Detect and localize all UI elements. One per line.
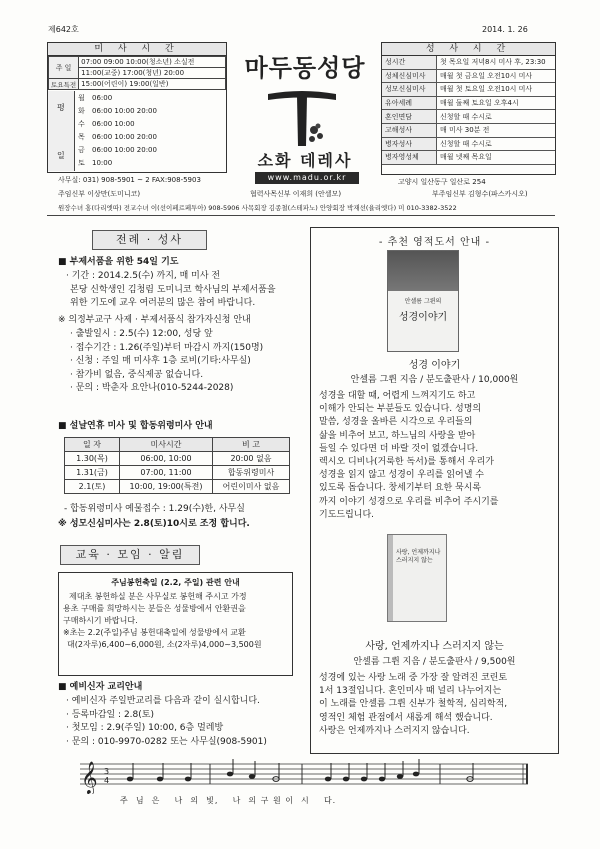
liturgy-section-title: 전례 · 성사 bbox=[92, 230, 207, 250]
book1-cover bbox=[387, 250, 459, 352]
book2-author: 안셀름 그륀 지음 / 분도출판사 / 9,500원 bbox=[353, 657, 516, 667]
cross-logo-icon bbox=[262, 86, 342, 148]
book1-title: 성경 이야기 bbox=[408, 360, 461, 371]
svg-text:4: 4 bbox=[104, 776, 110, 785]
book1-cover-top: 안셀름 그륀의 bbox=[404, 298, 442, 305]
book2-title: 사랑, 언제까지나 스러지지 않는 bbox=[365, 641, 504, 652]
sacrament-name: 성모신심미사 bbox=[382, 83, 437, 97]
sched-header: 미사시간 bbox=[120, 438, 213, 452]
sacrament-time: 매 미사 30분 전 bbox=[437, 123, 556, 137]
newyear-schedule-table bbox=[64, 437, 290, 494]
book-desc-line: 성경에 있는 사랑 노래 중 가장 잘 알려진 코린토 bbox=[319, 673, 508, 683]
newyear-title: ■ 설날연휴 미사 및 합동위령미사 안내 bbox=[58, 421, 213, 431]
sacrament-time: 신청할 때 수시로 bbox=[437, 110, 556, 124]
weekday-day: 토 bbox=[78, 159, 85, 167]
issue-date: 2014. 1. 26 bbox=[482, 25, 528, 34]
book-desc-line: 삶을 비추어 보고, 하느님의 사랑을 받아 bbox=[319, 430, 476, 441]
sacrament-row bbox=[382, 137, 555, 151]
book-desc-line: 이 노래를 안셀름 그륀 신부가 철학적, 심리학적, bbox=[319, 699, 508, 710]
sacrament-time: 매월 첫 토요일 오전10시 미사 bbox=[437, 83, 556, 97]
sacrament-time: 매월 넷째 목요일 bbox=[437, 151, 556, 165]
assistant-priest: 부주임신부 김형수(파스카시오) bbox=[432, 190, 528, 198]
book-desc-line: 1서 13절입니다. 혼인미사 때 널리 나누어지는 bbox=[319, 686, 502, 697]
book2-cover bbox=[387, 534, 447, 622]
ordination-line: · 참가비 없음, 중식제공 없습니다. bbox=[70, 369, 204, 380]
sacrament-name: 성시간 bbox=[382, 56, 437, 69]
weekday-times: 10:00 bbox=[92, 159, 113, 167]
sched-cell: 합동위령미사 bbox=[213, 466, 290, 480]
svg-text:𝄞: 𝄞 bbox=[81, 761, 98, 794]
svg-text:3: 3 bbox=[104, 767, 110, 776]
weekday-day: 화 bbox=[78, 107, 85, 115]
sacrament-row bbox=[382, 110, 555, 124]
feast-box-body bbox=[59, 589, 292, 653]
song-lyrics: 주 님 은 나 의 빛, 나 의 구 원 이 시 다. bbox=[120, 796, 337, 805]
catechumen-line: · 문의 : 010-9970-0282 또는 사무실(908-5901) bbox=[66, 736, 267, 747]
ordination-title: ※ 의정부교구 사제 · 부제서품식 참가자신청 안내 bbox=[58, 315, 251, 325]
header-divider bbox=[47, 215, 555, 216]
church-name: 마두동성당 bbox=[244, 54, 366, 82]
mass-times-title: 미 사 시 간 bbox=[48, 43, 226, 56]
weekday-times: 06:00 10:00 20:00 bbox=[92, 146, 157, 154]
book-desc-line: 이해가 안되는 부분들도 있습니다. 성명의 bbox=[319, 404, 482, 415]
sacrament-name: 병자영성체 bbox=[382, 151, 437, 165]
catechumen-title: ■ 예비신자 교리안내 bbox=[58, 682, 143, 692]
feast-line: ※초는 2.2(주일)주님 봉헌대축일에 성물방에서 교환 bbox=[63, 628, 246, 637]
sacrament-row bbox=[382, 69, 555, 83]
sacrament-name: 병자성사 bbox=[382, 137, 437, 151]
book-desc-line: 있도록 돕습니다. 창세기부터 요한 묵시록 bbox=[319, 483, 482, 494]
sunday-label: 주 일 bbox=[49, 57, 79, 79]
sacrament-time: 매월 첫 금요일 오전10시 미사 bbox=[437, 69, 556, 83]
feast-line: 용초 구매를 희망하시는 분들은 성물방에서 안환권을 bbox=[63, 604, 246, 613]
book-desc-line: 기도드립니다. bbox=[319, 509, 375, 520]
weekday-row bbox=[78, 105, 224, 118]
weekday-label-cell bbox=[48, 91, 75, 171]
feast-line: 대(2자루)6,400~6,000원, 소(2자루)4,000~3,500원 bbox=[67, 640, 262, 649]
book-desc-line: 까지 이야기 성경으로 우리를 비추어 주시기를 bbox=[319, 496, 499, 507]
weekday-times: 06:00 bbox=[92, 94, 113, 102]
weekday-row bbox=[78, 118, 224, 131]
sacrament-row bbox=[382, 123, 555, 137]
feast-line: 제대초 봉헌하실 분은 사무실로 봉헌해 주시고 가정 bbox=[69, 592, 247, 601]
catechumen-body bbox=[66, 695, 267, 749]
ordination-line: · 신청 : 주일 매 미사후 1층 로비(기타:사무실) bbox=[70, 356, 251, 366]
book-desc-line: 성경을 읽지 않고 성경이 우리를 읽어낼 수 bbox=[319, 470, 484, 481]
sched-header: 비 고 bbox=[213, 438, 290, 452]
sacrament-name: 고해성사 bbox=[382, 123, 437, 137]
sacrament-row bbox=[382, 151, 555, 165]
pastor: 주임신부 이상만(도미니코) bbox=[58, 190, 141, 198]
sched-cell: 1.31(금) bbox=[65, 466, 120, 480]
music-notes-icon bbox=[80, 758, 530, 794]
weekday-day: 금 bbox=[78, 146, 85, 154]
weekday-row bbox=[78, 144, 224, 157]
feast-line: 구매하시기 바랍니다. bbox=[63, 616, 138, 625]
sacrament-name: 혼인면담 bbox=[382, 110, 437, 124]
sched-cell: 어린이미사 없음 bbox=[213, 480, 290, 494]
weekday-day: 월 bbox=[78, 94, 85, 102]
weekday-list bbox=[78, 92, 224, 170]
weekday-times: 06:00 10:00 20:00 bbox=[92, 107, 157, 115]
sacrament-time: 신청할 때 수시로 bbox=[437, 137, 556, 151]
sacrament-row bbox=[382, 96, 555, 110]
sched-row bbox=[65, 452, 290, 466]
newyear-note: - 합동위령미사 예물접수 : 1.29(수)한, 사무실 bbox=[64, 504, 245, 514]
weekday-row bbox=[78, 131, 224, 144]
sched-cell: 20:00 없음 bbox=[213, 452, 290, 466]
lourdes-note: ※ 성모신심미사는 2.8(토)10시로 조정 합니다. bbox=[58, 519, 250, 529]
sunday-times-1: 07:00 09:00 10:00(청소년) 소실전 bbox=[79, 57, 226, 68]
book2-cover-spine bbox=[388, 535, 393, 621]
mass-times-table bbox=[48, 56, 226, 90]
weekday-label-bottom: 일 bbox=[57, 151, 65, 160]
presentation-feast-box bbox=[58, 572, 293, 676]
weekday-day: 수 bbox=[78, 120, 85, 128]
mass-times-box bbox=[47, 42, 227, 173]
sched-cell: 2.1(토) bbox=[65, 480, 120, 494]
sunday-times-2: 11:00(교중) 17:00(청년) 20:00 bbox=[79, 68, 226, 79]
sacrament-row bbox=[382, 56, 555, 69]
sched-row bbox=[65, 480, 290, 494]
catechumen-line: · 첫모임 : 2.9(주일) 10:00, 6층 멀레방 bbox=[66, 723, 224, 733]
book-desc-line: 렉시오 디비나(거룩한 독서)를 통해서 우리가 bbox=[319, 457, 494, 468]
novena-line: 본당 신학생인 김청림 도미니코 학사님의 부제서품을 bbox=[70, 284, 276, 295]
sacrament-times-box bbox=[381, 42, 556, 175]
book1-description bbox=[319, 390, 553, 522]
catechumen-line: · 등록마감일 : 2.8(토) bbox=[66, 709, 154, 720]
book-recommendation-box bbox=[310, 227, 559, 754]
sacrament-time: 매월 둘째 토요일 오후4시 bbox=[437, 96, 556, 110]
saturday-label: 토요특전 bbox=[49, 79, 79, 90]
address: 고양시 일산동구 일산로 254 bbox=[398, 178, 486, 186]
novena-title: ■ 부제서품을 위한 54일 기도 bbox=[58, 257, 179, 267]
patron-name: 소화 데레사 bbox=[257, 151, 353, 170]
phone-fax: 사무실: 031) 908-5901 ~ 2 FAX:908-5903 bbox=[58, 176, 201, 184]
sacrament-name: 유아세례 bbox=[382, 96, 437, 110]
book-desc-line: 사랑은 언제까지나 스러지지 않습니다. bbox=[319, 725, 470, 736]
ordination-line: · 접수기간 : 1.26(주일)부터 마감시 까지(150명) bbox=[70, 342, 264, 353]
books-title: - 추천 영적도서 안내 - bbox=[378, 237, 491, 248]
ordination-body bbox=[70, 328, 263, 396]
weekday-times: 06:00 10:00 20:00 bbox=[92, 133, 157, 141]
sched-cell: 06:00, 10:00 bbox=[120, 452, 213, 466]
sched-cell: 07:00, 11:00 bbox=[120, 466, 213, 480]
book-desc-line: 영적인 체험 관점에서 새롭게 해석 했습니다. bbox=[319, 712, 493, 723]
music-staff bbox=[80, 758, 530, 808]
book1-cover-image bbox=[388, 251, 458, 291]
novena-line: · 기간 : 2014.2.5(수) 까지, 매 미사 전 bbox=[66, 271, 221, 281]
weekday-row bbox=[78, 92, 224, 105]
sacrament-table bbox=[382, 56, 555, 165]
book2-cover-title: 사랑, 언제까지나 스러지지 않는 bbox=[396, 549, 441, 564]
weekday-times: 06:00 10:00 bbox=[92, 120, 135, 128]
sacrament-name: 성체신심미사 bbox=[382, 69, 437, 83]
book-desc-line: 말씀, 성경을 올바른 시각으로 우리들의 bbox=[319, 417, 473, 428]
education-section-title: 교육 · 모임 · 알림 bbox=[60, 545, 200, 565]
book-desc-line: 성경을 대할 때, 어렵게 느껴지기도 하고 bbox=[319, 391, 476, 401]
weekday-row bbox=[78, 157, 224, 170]
website-link[interactable]: www.madu.or.kr bbox=[255, 172, 359, 184]
book2-description bbox=[319, 672, 553, 738]
sched-cell: 10:00, 19:00(특전) bbox=[120, 480, 213, 494]
ordination-line: · 출발일시 : 2.5(수) 12:00, 성당 앞 bbox=[70, 329, 213, 339]
novena-line: 위한 기도에 교우 여러분의 많은 참여 바랍니다. bbox=[70, 298, 256, 308]
saturday-times: 15:00(어린이) 19:00(일반) bbox=[79, 79, 226, 90]
issue-number: 제642호 bbox=[48, 25, 79, 34]
weekday-day: 목 bbox=[78, 133, 85, 141]
novena-body bbox=[66, 270, 276, 311]
catechumen-line: · 예비신자 주일반교리를 다음과 같이 실시합니다. bbox=[66, 696, 260, 706]
book-desc-line: 들일 수 있다면 더 바랄 것이 없겠습니다. bbox=[319, 443, 479, 454]
ordination-line: · 문의 : 박춘자 요안나(010-5244-2028) bbox=[70, 383, 234, 393]
sacrament-time: 첫 목요일 저녁8시 미사 후, 23:30 bbox=[437, 56, 556, 69]
council-line: 원장수녀 홍(다리엣따) 전교수녀 이(선이페르페투아) 908-5906 사목회장 김종철(스테파노) 안양회장 박재선(율리엣다) 미 010-3382-3522 bbox=[58, 204, 457, 212]
sched-header: 일 자 bbox=[65, 438, 120, 452]
book1-cover-title: 성경이야기 bbox=[398, 312, 448, 323]
feast-box-title: 주님봉헌축일 (2.2, 주일) 관련 안내 bbox=[111, 578, 240, 587]
sched-row bbox=[65, 466, 290, 480]
sacrament-times-title: 성 사 시 간 bbox=[382, 43, 555, 56]
book1-author: 안셀름 그륀 지음 / 분도출판사 / 10,000원 bbox=[350, 375, 519, 385]
weekday-label-top: 평 bbox=[57, 103, 65, 112]
sched-cell: 1.30(목) bbox=[65, 452, 120, 466]
coop-priest: 협력사목신부 이재희 (안셀모) bbox=[250, 190, 342, 198]
sacrament-row bbox=[382, 83, 555, 97]
